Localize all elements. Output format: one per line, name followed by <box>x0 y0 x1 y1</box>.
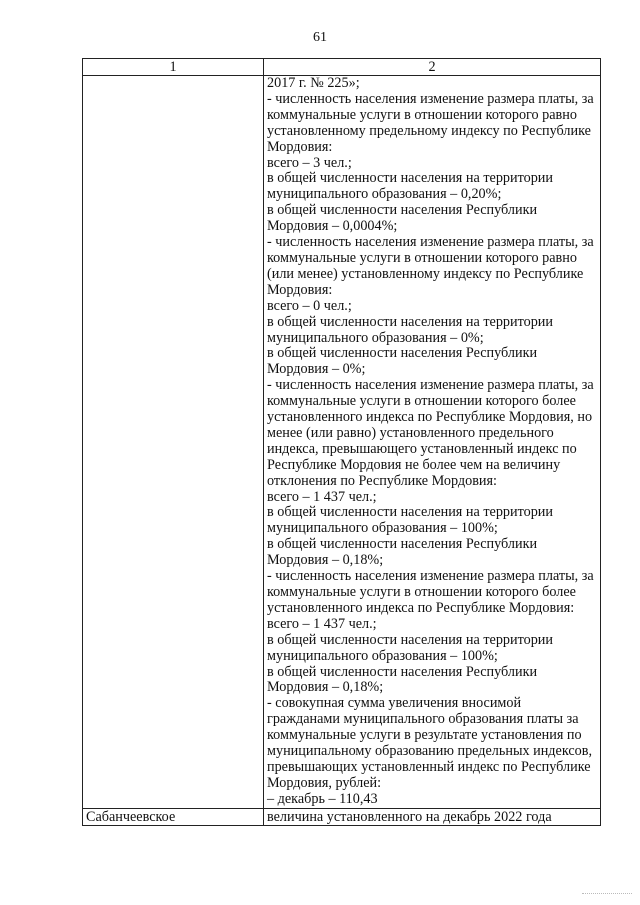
text-line: - численность населения изменение размера платы, за <box>267 377 594 394</box>
text-line: – декабрь – 110,43 <box>267 790 378 807</box>
text-line: - численность населения изменение размера платы, за <box>267 568 594 585</box>
table-header-row <box>83 59 601 76</box>
indicator-text-start: величина установленного на декабрь 2022 года <box>264 808 601 825</box>
text-line: всего – 3 чел.; <box>267 154 352 171</box>
text-line: гражданами муниципального образования платы за <box>267 711 579 728</box>
text-line: (или менее) установленному индексу по Республике <box>267 265 584 282</box>
text-line: Мордовия – 0,18%; <box>267 552 384 569</box>
text-line: в общей численности населения Республики <box>267 202 538 219</box>
text-line: - численность населения изменение размера платы, за <box>267 234 594 251</box>
text-line: Мордовия: <box>267 281 333 298</box>
document-table <box>82 58 601 826</box>
text-line: - численность населения изменение размера платы, за <box>267 90 594 107</box>
text-line: в общей численности населения на территории <box>267 504 553 521</box>
text-line: в общей численности населения на территории <box>267 631 553 648</box>
text-line: всего – 1 437 чел.; <box>267 615 377 632</box>
text-line: установленному предельному индексу по Республике <box>267 122 591 139</box>
text-line: индекса, превышающего установленный индекс по <box>267 440 577 457</box>
text-line: отклонения по Республике Мордовия: <box>267 472 497 489</box>
text-line: менее (или равно) установленного предельного <box>267 424 554 441</box>
text-line: в общей численности населения на территории <box>267 170 553 187</box>
text-line: Мордовия – 0%; <box>267 361 366 378</box>
text-line: - совокупная сумма увеличения вносимой <box>267 695 522 712</box>
text-line: муниципального образования – 0%; <box>267 329 484 346</box>
table-row <box>83 76 601 809</box>
column-header-2: 2 <box>264 59 601 76</box>
text-line: коммунальные услуги в отношении которого более <box>267 584 576 600</box>
text-line: Мордовия, рублей: <box>267 774 382 791</box>
text-line: Мордовия – 0,0004%; <box>267 218 398 235</box>
table-row <box>83 808 601 825</box>
text-line: в общей численности населения на территории <box>267 313 553 330</box>
column-header-1: 1 <box>83 59 264 76</box>
text-line: превышающих установленный индекс по Республике <box>267 758 591 775</box>
text-line: Республике Мордовия не более чем на величину <box>267 456 561 473</box>
text-line: коммунальные услуги в отношении которого равно <box>267 249 577 266</box>
text-line: всего – 1 437 чел.; <box>267 488 377 505</box>
text-line: муниципального образования – 100%; <box>267 520 498 537</box>
text-line: муниципального образования – 100%; <box>267 647 498 664</box>
text-line: коммунальные услуги в результате установления по <box>267 727 582 744</box>
text-line: всего – 0 чел.; <box>267 297 352 314</box>
text-line: в общей численности населения Республики <box>267 663 538 680</box>
text-line: муниципальному образованию предельных индексов, <box>267 743 593 760</box>
text-line: установленного индекса по Республике Мордовия: <box>267 599 575 616</box>
page-number: 61 <box>313 30 327 45</box>
text-line: Мордовия – 0,18%; <box>267 679 384 696</box>
text-line: Мордовия: <box>267 138 333 155</box>
indicator-text-cell <box>264 76 601 809</box>
municipality-cell-empty <box>83 76 264 809</box>
text-line: коммунальные услуги в отношении которого более <box>267 393 576 410</box>
municipality-name: Сабанчеевское <box>83 808 264 825</box>
scan-artifact <box>582 893 632 895</box>
text-line: коммунальные услуги в отношении которого равно <box>267 106 577 123</box>
text-line: 2017 г. № 225»; <box>267 75 360 91</box>
text-line: муниципального образования – 0,20%; <box>267 186 502 203</box>
text-line: установленного индекса по Республике Мордовия, но <box>267 409 593 426</box>
text-line: в общей численности населения Республики <box>267 536 538 553</box>
text-line: в общей численности населения Республики <box>267 345 538 362</box>
